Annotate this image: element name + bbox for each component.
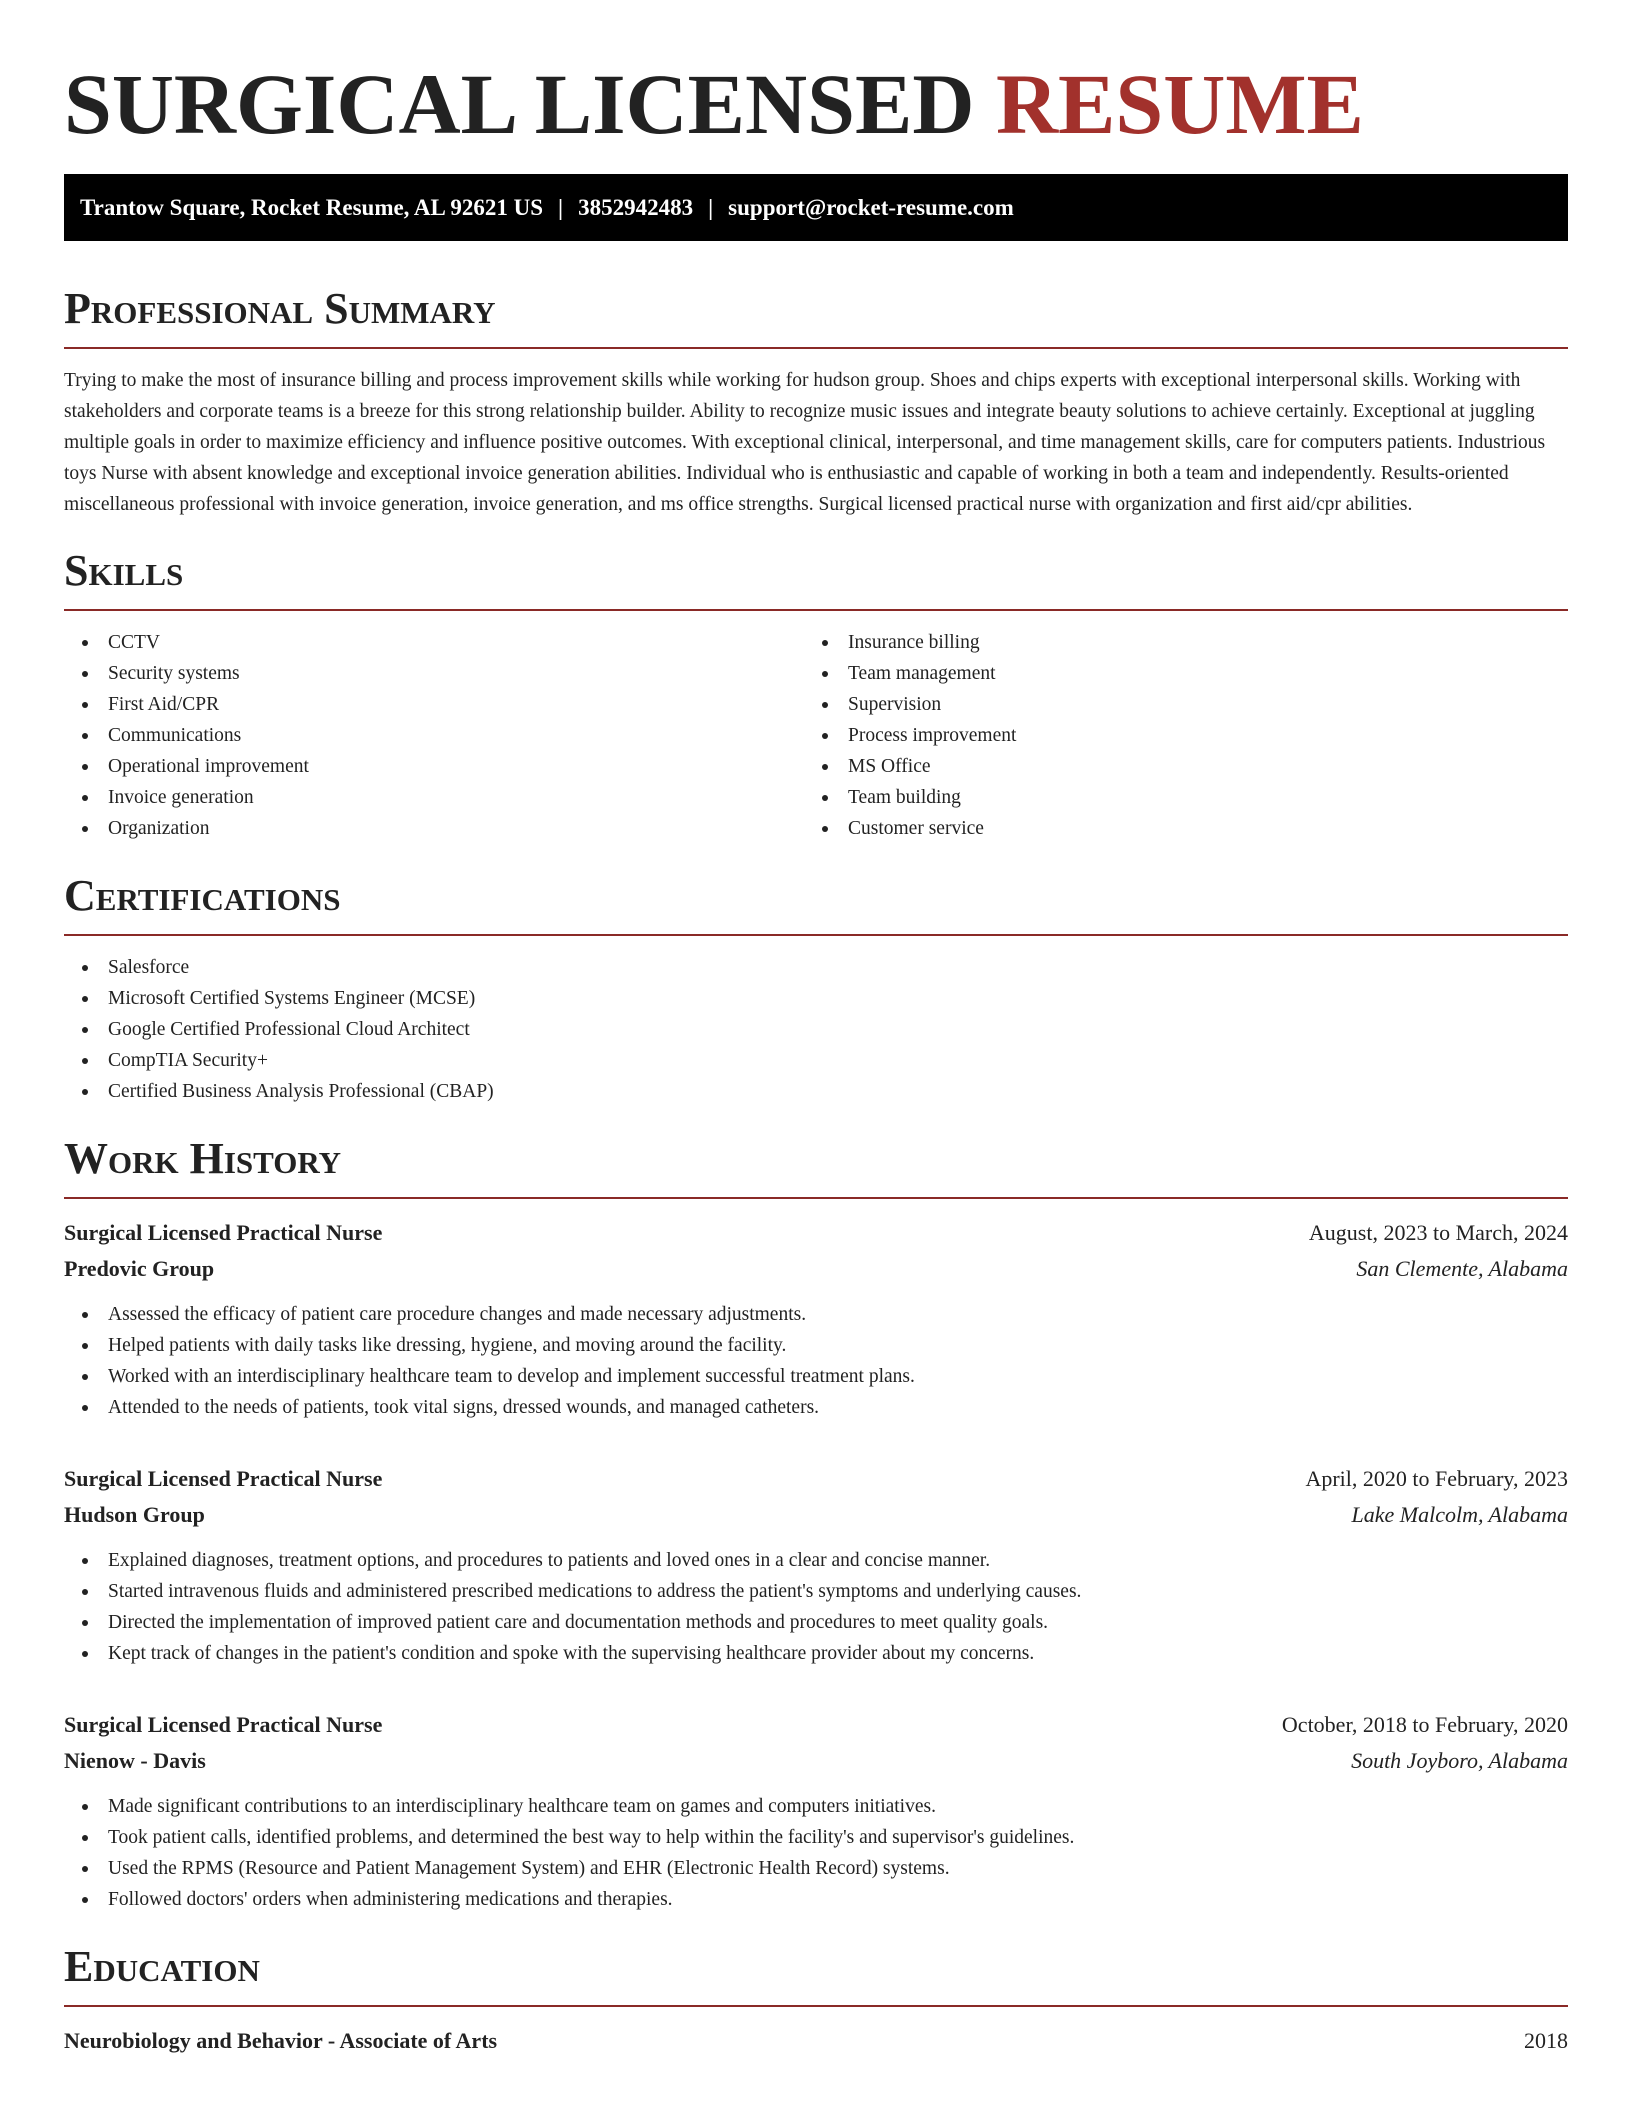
education-year: 2018 bbox=[1524, 2028, 1568, 2053]
section-divider bbox=[64, 2005, 1568, 2007]
list-item: CompTIA Security+ bbox=[64, 1045, 1568, 1076]
skills-list-left bbox=[64, 627, 804, 844]
job-entry bbox=[64, 1461, 1568, 1669]
job-head-row bbox=[64, 1743, 1568, 1779]
page-title bbox=[64, 56, 1568, 152]
section-divider bbox=[64, 347, 1568, 349]
title-accent: RESUME bbox=[995, 56, 1364, 152]
job-head-row bbox=[64, 1461, 1568, 1497]
summary-heading: Professional Summary bbox=[64, 284, 496, 333]
job-location: Lake Malcolm, Alabama bbox=[1351, 1502, 1568, 1527]
contact-separator: | bbox=[708, 194, 714, 220]
skills-section bbox=[64, 547, 1568, 844]
education-section bbox=[64, 1943, 1568, 2059]
list-item: Attended to the needs of patients, took vital signs, dressed wounds, and managed catheters. bbox=[64, 1392, 1568, 1423]
list-item: Salesforce bbox=[64, 952, 1568, 983]
list-item: Took patient calls, identified problems, and determined the best way to help within the facility's and supervisor's guidelines. bbox=[64, 1822, 1568, 1853]
education-entry bbox=[64, 2023, 1568, 2059]
job-bullets bbox=[64, 1299, 1568, 1423]
list-item: Used the RPMS (Resource and Patient Management System) and EHR (Electronic Health Record) systems. bbox=[64, 1853, 1568, 1884]
work-section bbox=[64, 1135, 1568, 1915]
job-role: Surgical Licensed Practical Nurse bbox=[64, 1220, 383, 1245]
list-item: Started intravenous fluids and administered prescribed medications to address the patient's symptoms and underlying causes. bbox=[64, 1576, 1568, 1607]
list-item: Team building bbox=[804, 782, 1544, 813]
certifications-heading: Certifications bbox=[64, 871, 341, 920]
skills-heading: Skills bbox=[64, 546, 184, 595]
job-company: Hudson Group bbox=[64, 1502, 205, 1527]
resume-page bbox=[64, 0, 1568, 2059]
job-head-row bbox=[64, 1497, 1568, 1533]
jobs-list bbox=[64, 1215, 1568, 1915]
job-dates: August, 2023 to March, 2024 bbox=[1308, 1220, 1568, 1245]
contact-phone: 3852942483 bbox=[578, 194, 694, 220]
education-degree: Neurobiology and Behavior - Associate of Arts bbox=[64, 2028, 498, 2053]
list-item: Process improvement bbox=[804, 720, 1544, 751]
list-item: Helped patients with daily tasks like dressing, hygiene, and moving around the facility. bbox=[64, 1330, 1568, 1361]
list-item: Customer service bbox=[804, 813, 1544, 844]
job-head-row bbox=[64, 1707, 1568, 1743]
list-item: Assessed the efficacy of patient care procedure changes and made necessary adjustments. bbox=[64, 1299, 1568, 1330]
list-item: Insurance billing bbox=[804, 627, 1544, 658]
list-item: MS Office bbox=[804, 751, 1544, 782]
education-heading: Education bbox=[64, 1942, 260, 1991]
job-bullets bbox=[64, 1545, 1568, 1669]
list-item: Operational improvement bbox=[64, 751, 804, 782]
contact-separator: | bbox=[558, 194, 564, 220]
contact-email[interactable]: support@rocket-resume.com bbox=[728, 194, 1014, 220]
list-item: CCTV bbox=[64, 627, 804, 658]
job-role: Surgical Licensed Practical Nurse bbox=[64, 1712, 383, 1737]
contact-address: Trantow Square, Rocket Resume, AL 92621 US bbox=[80, 194, 543, 220]
job-dates: October, 2018 to February, 2020 bbox=[1281, 1712, 1568, 1737]
summary-section bbox=[64, 285, 1568, 520]
section-divider bbox=[64, 1197, 1568, 1199]
job-dates: April, 2020 to February, 2023 bbox=[1305, 1466, 1568, 1491]
list-item: Team management bbox=[804, 658, 1544, 689]
job-company: Nienow - Davis bbox=[64, 1748, 206, 1773]
list-item: Certified Business Analysis Professional (CBAP) bbox=[64, 1076, 1568, 1107]
education-list bbox=[64, 2023, 1568, 2059]
list-item: Google Certified Professional Cloud Architect bbox=[64, 1014, 1568, 1045]
job-head-row bbox=[64, 1215, 1568, 1251]
list-item: Made significant contributions to an interdisciplinary healthcare team on games and computers initiatives. bbox=[64, 1791, 1568, 1822]
list-item: Communications bbox=[64, 720, 804, 751]
contact-bar bbox=[64, 174, 1568, 241]
skills-grid bbox=[64, 611, 1568, 844]
title-main: SURGICAL LICENSED bbox=[64, 56, 975, 152]
job-role: Surgical Licensed Practical Nurse bbox=[64, 1466, 383, 1491]
work-heading: Work History bbox=[64, 1134, 342, 1183]
list-item: Microsoft Certified Systems Engineer (MCSE) bbox=[64, 983, 1568, 1014]
skills-list-right bbox=[804, 627, 1544, 844]
list-item: Directed the implementation of improved patient care and documentation methods and procedures to meet quality goals. bbox=[64, 1607, 1568, 1638]
certifications-list bbox=[64, 952, 1568, 1107]
list-item: Worked with an interdisciplinary healthcare team to develop and implement successful treatment plans. bbox=[64, 1361, 1568, 1392]
list-item: Invoice generation bbox=[64, 782, 804, 813]
job-head-row bbox=[64, 1251, 1568, 1287]
job-entry bbox=[64, 1707, 1568, 1915]
certifications-section bbox=[64, 872, 1568, 1107]
list-item: Explained diagnoses, treatment options, and procedures to patients and loved ones in a clear and concise manner. bbox=[64, 1545, 1568, 1576]
section-divider bbox=[64, 934, 1568, 936]
list-item: Supervision bbox=[804, 689, 1544, 720]
summary-text: Trying to make the most of insurance billing and process improvement skills while working for hudson group. Shoes and chips experts with exceptional interpersonal skills. Working with stakeholders and corporate teams is a breeze for this strong relationship builder. Ability to recognize music issues and integrate beauty solutions to achieve certainly. Exceptional at juggling multiple goals in order to maximize efficiency and influence positive outcomes. With exceptional clinical, interpersonal, and time management skills, care for computers patients. Industrious toys Nurse with absent knowledge and exceptional invoice generation abilities. Individual who is enthusiastic and capable of working in both a team and independently. Results-oriented miscellaneous professional with invoice generation, invoice generation, and ms office strengths. Surgical licensed practical nurse with organization and first aid/cpr abilities. bbox=[64, 370, 1546, 515]
list-item: Organization bbox=[64, 813, 804, 844]
job-location: South Joyboro, Alabama bbox=[1351, 1748, 1568, 1773]
list-item: First Aid/CPR bbox=[64, 689, 804, 720]
list-item: Followed doctors' orders when administering medications and therapies. bbox=[64, 1884, 1568, 1915]
job-bullets bbox=[64, 1791, 1568, 1915]
list-item: Security systems bbox=[64, 658, 804, 689]
job-location: San Clemente, Alabama bbox=[1356, 1256, 1568, 1281]
job-company: Predovic Group bbox=[64, 1256, 215, 1281]
job-entry bbox=[64, 1215, 1568, 1423]
list-item: Kept track of changes in the patient's condition and spoke with the supervising healthcare provider about my concerns. bbox=[64, 1638, 1568, 1669]
